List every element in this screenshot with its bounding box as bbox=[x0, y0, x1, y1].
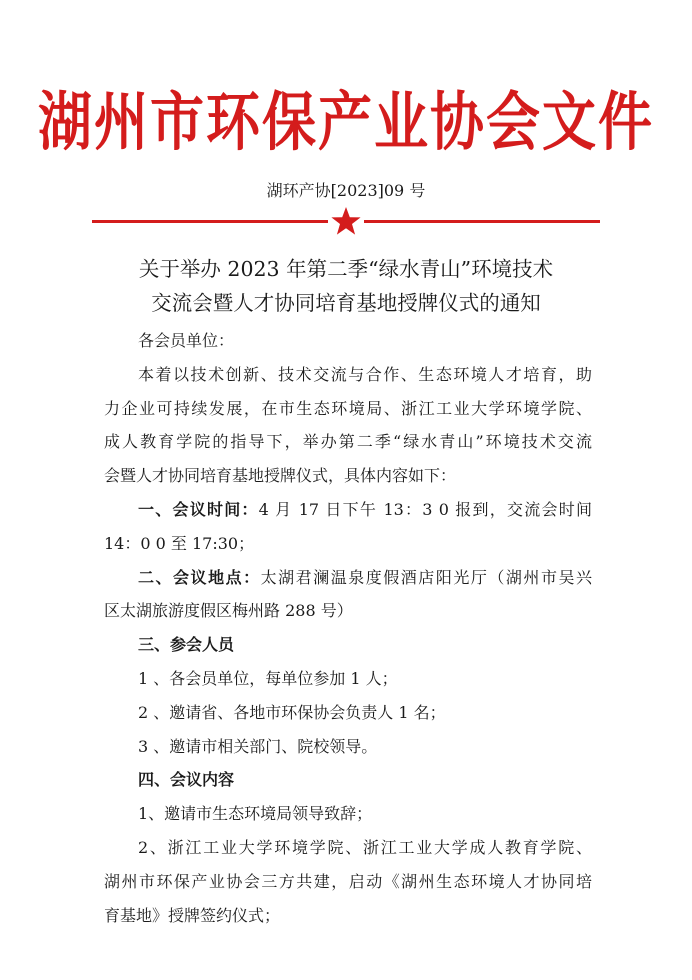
divider-line-left bbox=[92, 220, 328, 223]
notice-body bbox=[104, 324, 592, 932]
salutation: 各会员单位： bbox=[138, 331, 235, 350]
document-number: 湖环产协[2023]09 号 bbox=[266, 181, 426, 200]
intro-line-3: 成人教育学院的指导下，举办第二季“绿水青山”环境技术交流 bbox=[104, 432, 592, 452]
content-item-2-line-3: 育基地》授牌签约仪式； bbox=[104, 905, 281, 925]
section-place-text: 太湖君澜温泉度假酒店阳光厅（湖州市吴兴 bbox=[260, 567, 592, 587]
section-place bbox=[104, 561, 592, 595]
intro-line-1: 本着以技术创新、技术交流与合作、生态环境人才培育，助 bbox=[138, 364, 592, 384]
section-content-heading: 四、会议内容 bbox=[138, 770, 235, 790]
intro-line-2: 力企业可持续发展，在市生态环境局、浙江工业大学环境学院、 bbox=[104, 398, 592, 418]
attendee-item: 1 、各会员单位，每单位参加 1 人； bbox=[138, 668, 398, 688]
star-icon bbox=[330, 206, 362, 236]
title-line-1: 关于举办 2023 年第二季“绿水青山”环境技术 bbox=[138, 257, 554, 281]
content-item-2-line-1: 2、浙江工业大学环境学院、浙江工业大学成人教育学院、 bbox=[138, 837, 592, 857]
section-place-text-2: 区太湖旅游度假区梅州路 288 号） bbox=[104, 601, 353, 621]
section-attendees-heading: 三、参会人员 bbox=[138, 635, 235, 655]
title-line-2: 交流会暨人才协同培育基地授牌仪式的通知 bbox=[151, 291, 541, 315]
red-divider bbox=[92, 206, 600, 236]
attendee-item: 2 、邀请省、各地市环保协会负责人 1 名； bbox=[138, 702, 446, 722]
section-place-heading: 二、会议地点： bbox=[138, 567, 261, 587]
section-time-heading: 一、会议时间： bbox=[138, 499, 259, 519]
notice-title bbox=[0, 252, 692, 320]
attendee-item: 3 、邀请市相关部门、院校领导。 bbox=[138, 736, 378, 756]
content-item-1: 1、邀请市生态环境局领导致辞； bbox=[138, 804, 373, 824]
section-time-text-2: 14：0 0 至 17:30； bbox=[104, 533, 255, 553]
content-item-2-line-2: 湖州市环保产业协会三方共建，启动《湖州生态环境人才协同培 bbox=[104, 871, 592, 891]
divider-line-right bbox=[364, 220, 600, 223]
section-time bbox=[104, 493, 592, 527]
section-time-text: 4 月 17 日下午 13：3 0 报到，交流会时间 bbox=[258, 499, 592, 519]
org-masthead-title: 湖州市环保产业协会文件 bbox=[38, 84, 654, 160]
intro-line-4: 会暨人才协同培育基地授牌仪式，具体内容如下： bbox=[104, 466, 457, 486]
